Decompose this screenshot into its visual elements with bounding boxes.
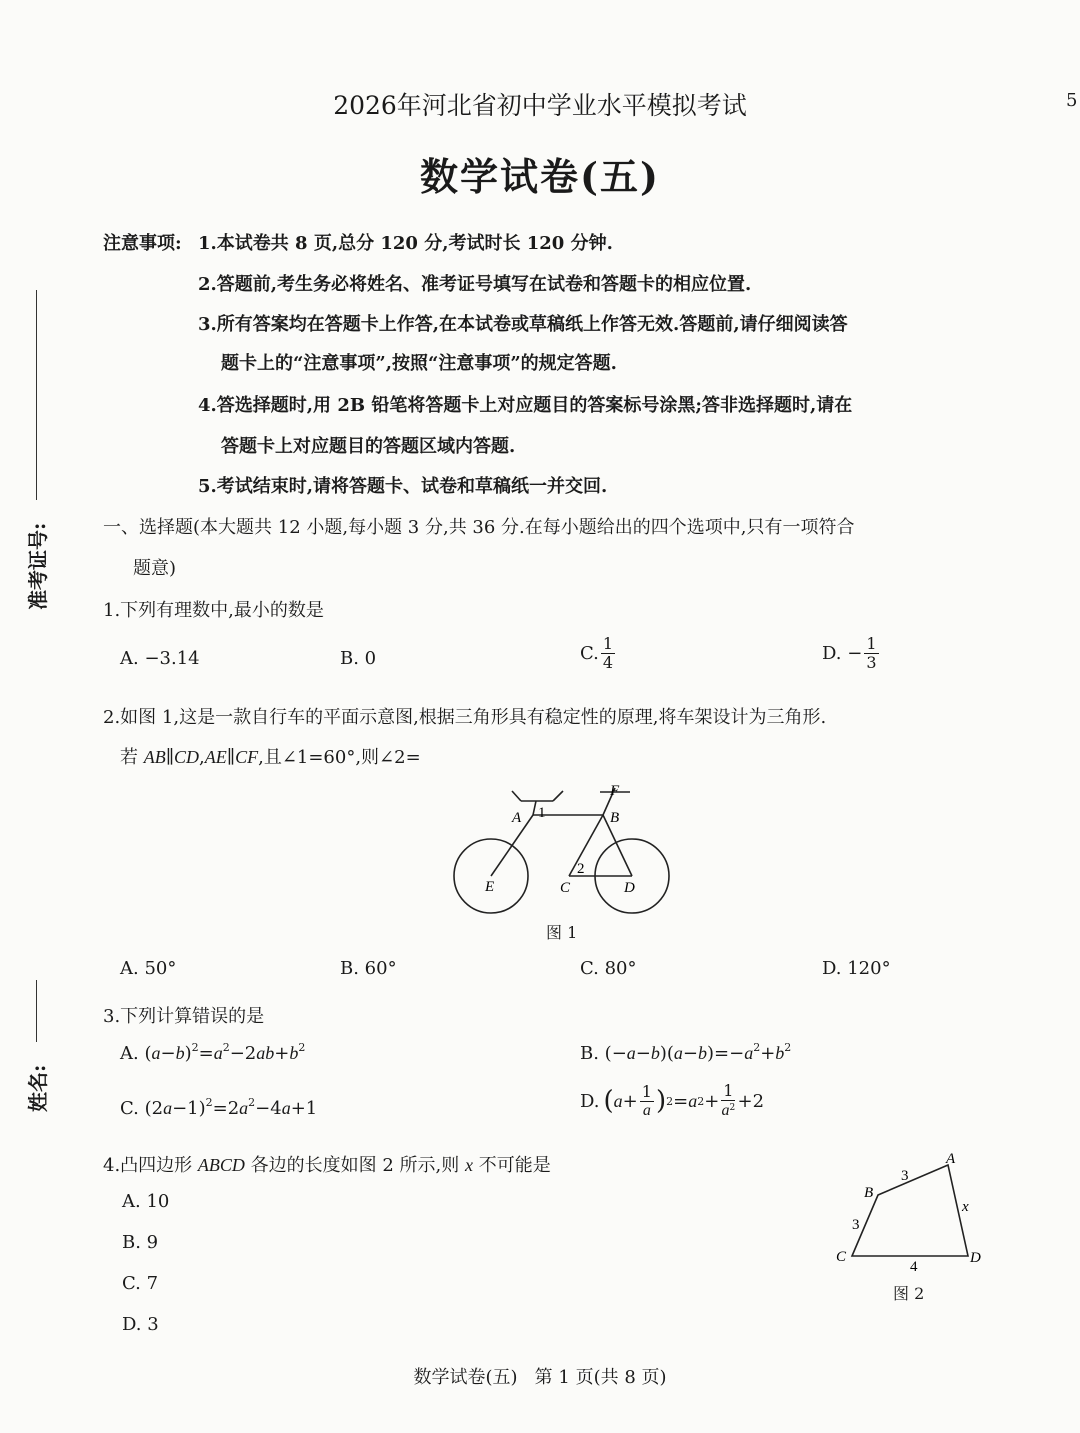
name-line (36, 980, 37, 1042)
q1-option-a[interactable]: A. −3.14 (120, 648, 200, 669)
note-1: 1.本试卷共 8 页,总分 120 分,考试时长 120 分钟. (198, 233, 613, 254)
quadrilateral-abcd (852, 1165, 968, 1256)
label-d: D (624, 880, 635, 896)
label-c: C (560, 880, 571, 896)
page-footer: 数学试卷(五) 第 1 页(共 8 页) (413, 1367, 667, 1388)
seat-post (533, 801, 536, 815)
section-heading: 一、选择题(本大题共 12 小题,每小题 3 分,共 36 分.在每小题给出的四个选项中,只有一项符合 (103, 517, 855, 538)
label-a: A (946, 1151, 956, 1167)
q1-option-d-label: D. − (822, 643, 863, 664)
q1-option-d[interactable] (822, 636, 881, 671)
q1-option-d-fraction: $\frac{1}{3}$ (866, 634, 877, 672)
q1-option-c[interactable] (580, 636, 617, 671)
q3-option-b[interactable]: B. $(-a-b)(a-b)=-a^2+b^2$ (580, 1041, 792, 1064)
seat-right (553, 791, 563, 801)
label-d: D (970, 1250, 981, 1266)
exam-title: 2026年河北省初中学业水平模拟考试 (333, 91, 747, 120)
note-3-cont: 题卡上的“注意事项”,按照“注意事项”的规定答题. (221, 353, 617, 374)
q4-option-d[interactable]: D. 3 (122, 1314, 159, 1335)
side-bc-length: 3 (852, 1217, 860, 1233)
paper-subtitle: 数学试卷(五) (420, 154, 660, 199)
q3-option-a[interactable]: A. $(a-b)^2=a^2-2ab+b^2$ (120, 1041, 306, 1064)
notes-label: 注意事项: (103, 233, 182, 254)
q3-option-c[interactable]: C. $(2a-1)^2=2a^2-4a+1$ (120, 1096, 318, 1119)
figure-2-quadrilateral (830, 1145, 1000, 1275)
seat-left (512, 791, 521, 801)
q4-stem: 4.凸四边形 ABCD 各边的长度如图 2 所示,则 x 不可能是 (103, 1155, 551, 1176)
q1-stem: 1.下列有理数中,最小的数是 (103, 600, 324, 621)
q4-option-a[interactable]: A. 10 (122, 1191, 170, 1212)
exam-id-line (36, 290, 37, 500)
label-a: A (512, 810, 522, 826)
note-2: 2.答题前,考生务必将姓名、准考证号填写在试卷和答题卡的相应位置. (198, 274, 752, 295)
label-c: C (836, 1249, 847, 1265)
figure-1-bicycle (440, 775, 690, 915)
label-b: B (864, 1185, 874, 1201)
q2-option-c[interactable]: C. 80° (580, 958, 637, 979)
side-ad-length: x (962, 1199, 969, 1215)
q3-option-d[interactable]: D. ( a + $\frac{1}{a}$ ) 2 = a 2 + $\frac{1}{a^2}$ +2 (580, 1081, 765, 1119)
label-b: B (610, 810, 620, 826)
label-angle-2: 2 (577, 861, 585, 877)
note-5: 5.考试结束时,请将答题卡、试卷和草稿纸一并交回. (198, 476, 608, 497)
q4-option-c[interactable]: C. 7 (122, 1273, 159, 1294)
section-heading-cont: 题意) (133, 558, 177, 579)
figure-2-caption: 图 2 (893, 1284, 925, 1303)
q1-option-c-fraction: $\frac{1}{4}$ (602, 634, 614, 672)
figure-1-caption: 图 1 (546, 923, 578, 942)
label-angle-1: 1 (538, 805, 546, 821)
side-cd-length: 4 (910, 1259, 918, 1275)
label-e: E (485, 879, 495, 895)
q2-option-d[interactable]: D. 120° (822, 958, 891, 979)
down-tube-bc (569, 815, 603, 876)
label-f: F (610, 783, 620, 799)
note-3: 3.所有答案均在答题卡上作答,在本试卷或草稿纸上作答无效.答题前,请仔细阅读答 (198, 314, 848, 335)
note-4: 4.答选择题时,用 2B 铅笔将答题卡上对应题目的答案标号涂黑;答非选择题时,请在 (198, 395, 853, 416)
side-ab-length: 3 (901, 1168, 909, 1184)
q2-stem-line2: 若 AB∥CD,AE∥CF,且∠1=60°,则∠2= (120, 747, 421, 768)
q2-option-a[interactable]: A. 50° (120, 958, 177, 979)
q3-stem: 3.下列计算错误的是 (103, 1006, 265, 1027)
q2-stem-line1: 2.如图 1,这是一款自行车的平面示意图,根据三角形具有稳定性的原理,将车架设计为三角形. (103, 707, 827, 728)
q4-option-b[interactable]: B. 9 (122, 1232, 159, 1253)
q2-option-b[interactable]: B. 60° (340, 958, 397, 979)
edge-mark: 5 (1066, 90, 1078, 111)
note-4-cont: 答题卡上对应题目的答题区域内答题. (221, 436, 516, 457)
q1-option-c-label: C. (580, 643, 599, 664)
name-label: 姓名: (26, 1064, 50, 1112)
q1-option-b[interactable]: B. 0 (340, 648, 377, 669)
exam-id-label: 准考证号: (26, 522, 50, 610)
